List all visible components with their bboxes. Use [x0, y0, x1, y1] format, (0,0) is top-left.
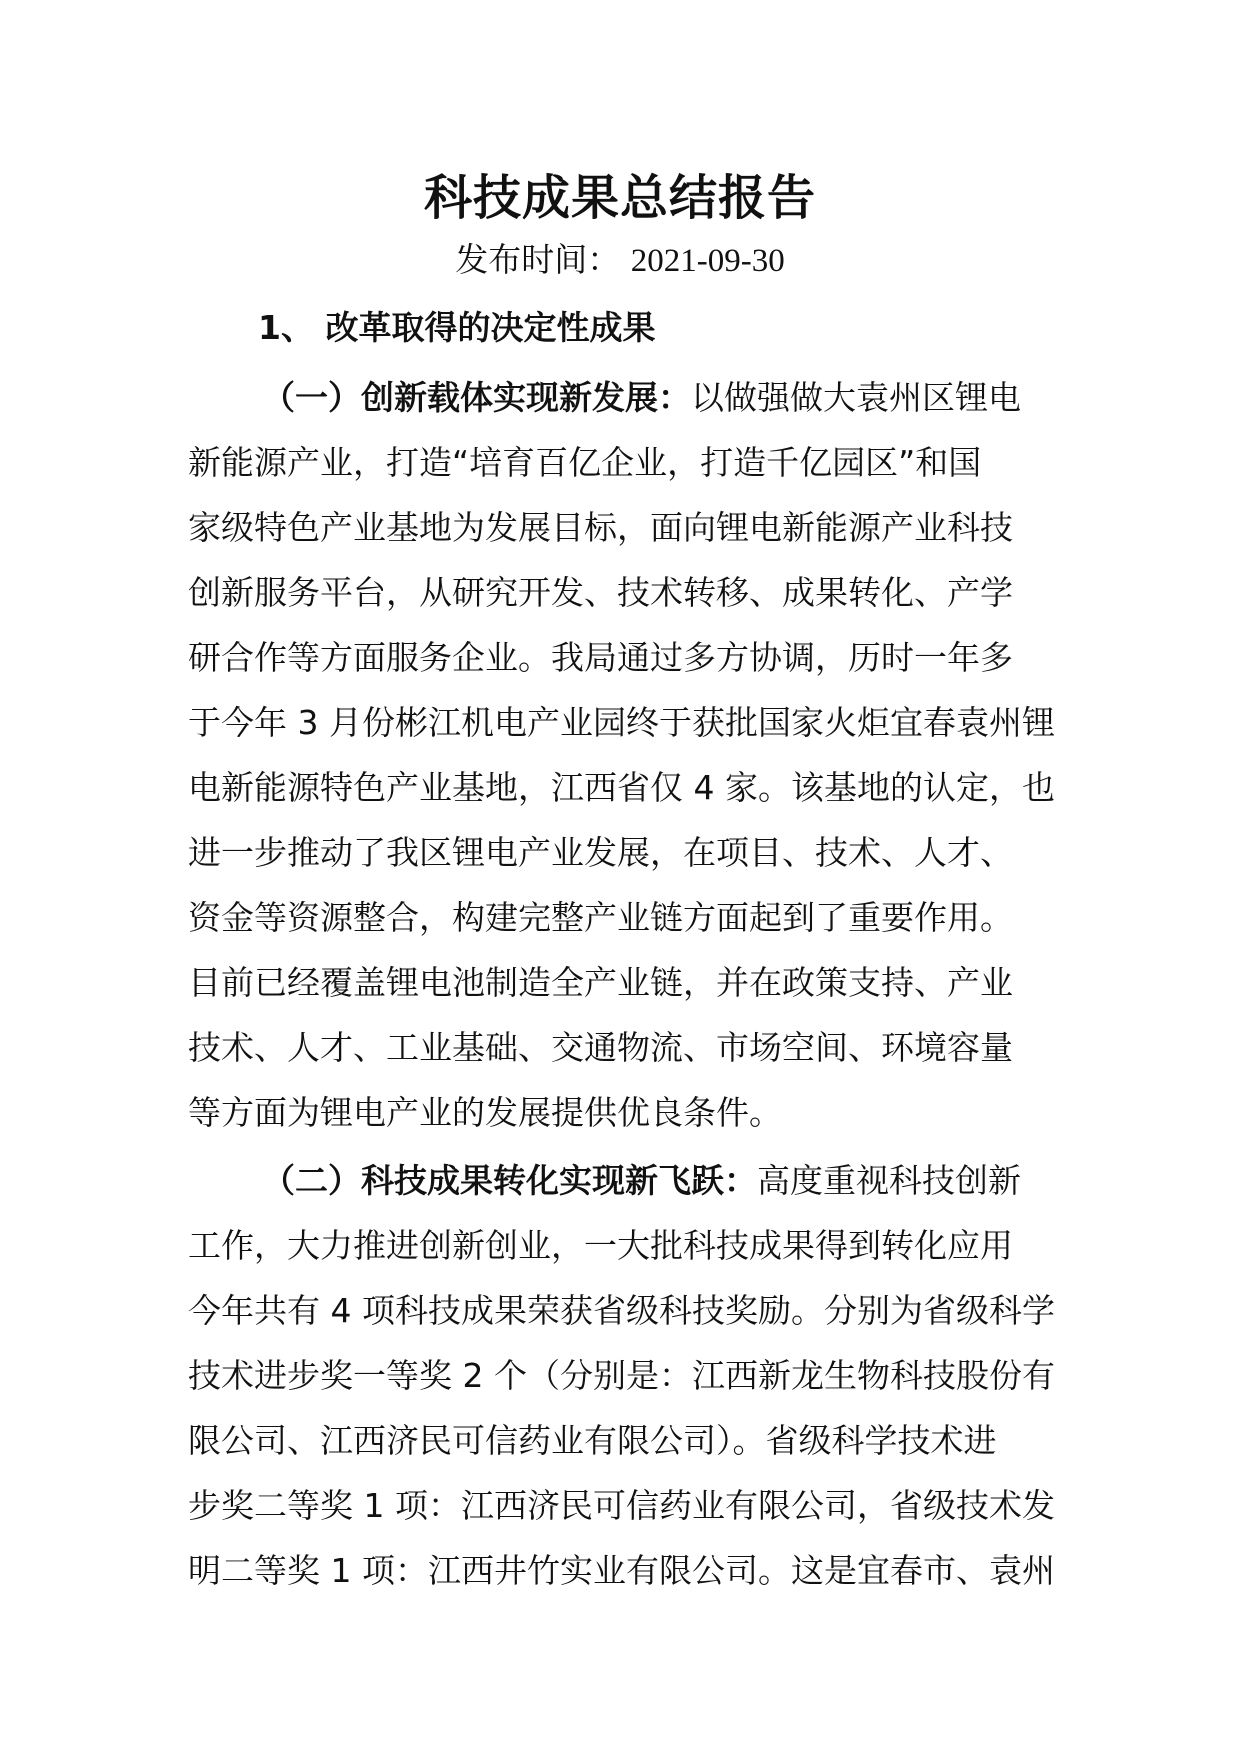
- section-number: 1、: [258, 308, 314, 347]
- paragraph-line: 家级特色产业基地为发展目标，面向锂电新能源产业科技: [188, 508, 1013, 547]
- paragraph-line: 今年共有 4 项科技成果荣获省级科技奖励。分别为省级科学: [188, 1291, 1055, 1330]
- publish-info: [0, 236, 1240, 285]
- paragraph-innovation-carrier: [188, 365, 1068, 1145]
- paragraph-line: 于今年 3 月份彬江机电产业园终于获批国家火炬宜春袁州锂: [188, 703, 1055, 742]
- publish-date: 2021-09-30: [630, 243, 785, 279]
- paragraph-line-text: 高度重视科技创新: [757, 1161, 1021, 1200]
- paragraph-line: 电新能源特色产业基地，江西省仅 4 家。该基地的认定，也: [188, 768, 1055, 807]
- paragraph-line: 等方面为锂电产业的发展提供优良条件。: [188, 1093, 782, 1132]
- paragraph-line: 限公司、江西济民可信药业有限公司）。省级科学技术进: [188, 1421, 997, 1460]
- paragraph-line: 新能源产业，打造“培育百亿企业，打造千亿园区”和国: [188, 443, 982, 482]
- section-title: 改革取得的决定性成果: [325, 308, 656, 347]
- paragraph-line: 步奖二等奖 1 项：江西济民可信药业有限公司，省级技术发: [188, 1486, 1055, 1525]
- paragraph-line-text: 以做强做大袁州区锂电: [691, 378, 1021, 417]
- paragraph-line: 目前已经覆盖锂电池制造全产业链，并在政策支持、产业: [188, 963, 1013, 1002]
- publish-label: 发布时间：: [455, 240, 621, 279]
- paragraph-line: [188, 365, 1068, 430]
- paragraph-line: 明二等奖 1 项：江西井竹实业有限公司。这是宜春市、袁州: [188, 1551, 1055, 1590]
- paragraph-line: [188, 1148, 1068, 1213]
- section-heading-1: [258, 304, 656, 352]
- paragraph-lead: （一）创新载体实现新发展：: [262, 378, 691, 417]
- paragraph-line: 进一步推动了我区锂电产业发展，在项目、技术、人才、: [188, 833, 1013, 872]
- paragraph-line: 工作，大力推进创新创业，一大批科技成果得到转化应用: [188, 1226, 1013, 1265]
- paragraph-line: 技术进步奖一等奖 2 个（分别是：江西新龙生物科技股份有: [188, 1356, 1055, 1395]
- paragraph-line: 技术、人才、工业基础、交通物流、市场空间、环境容量: [188, 1028, 1013, 1067]
- paragraph-line: 资金等资源整合，构建完整产业链方面起到了重要作用。: [188, 898, 1013, 937]
- paragraph-lead: （二）科技成果转化实现新飞跃：: [262, 1161, 757, 1200]
- document-title: 科技成果总结报告: [423, 170, 816, 226]
- paragraph-line: 创新服务平台，从研究开发、技术转移、成果转化、产学: [188, 573, 1013, 612]
- paragraph-line: 研合作等方面服务企业。我局通过多方协调，历时一年多: [188, 638, 1013, 677]
- paragraph-tech-transfer: [188, 1148, 1068, 1603]
